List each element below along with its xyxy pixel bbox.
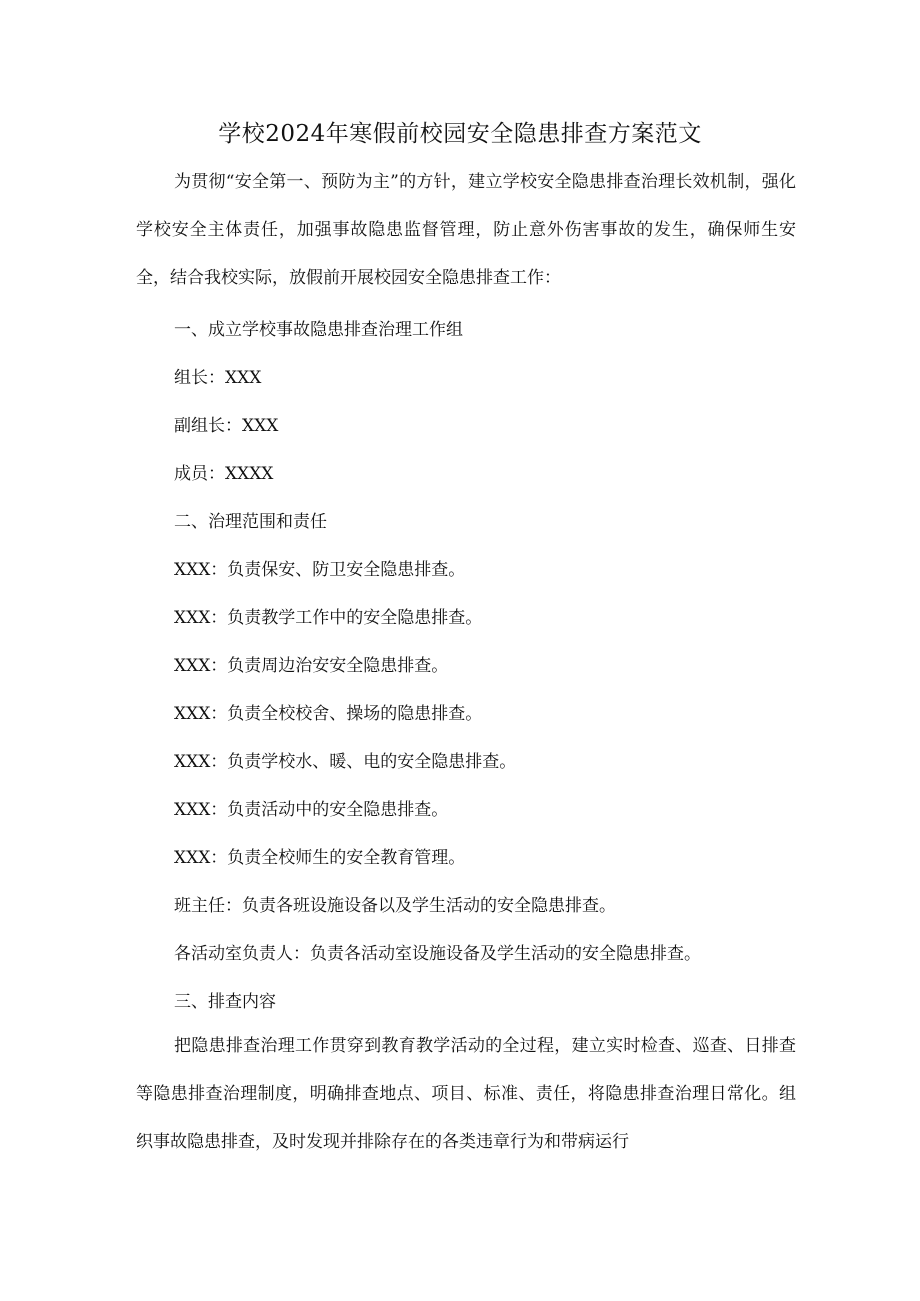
section1-heading: 一、成立学校事故隐患排查治理工作组 bbox=[174, 320, 463, 340]
team-members: 成员：XXXX bbox=[174, 464, 274, 484]
document-title: 学校2024年寒假前校园安全隐患排查方案范文 bbox=[218, 121, 702, 147]
section2-heading: 二、治理范围和责任 bbox=[174, 512, 327, 532]
section3-heading: 三、排查内容 bbox=[174, 992, 276, 1012]
responsibility-item: 各活动室负责人：负责各活动室设施设备及学生活动的安全隐患排查。 bbox=[174, 944, 701, 964]
responsibility-item: XXX：负责保安、防卫安全隐患排查。 bbox=[174, 560, 466, 580]
responsibility-item: XXX：负责全校师生的安全教育管理。 bbox=[174, 848, 466, 868]
responsibility-item: XXX：负责活动中的安全隐患排查。 bbox=[174, 800, 449, 820]
responsibility-item: XXX：负责教学工作中的安全隐患排查。 bbox=[174, 608, 483, 628]
responsibility-item: XXX：负责周边治安安全隐患排查。 bbox=[174, 656, 449, 676]
responsibility-item: XXX：负责学校水、暖、电的安全隐患排查。 bbox=[174, 752, 517, 772]
intro-paragraph: 为贯彻“安全第一、预防为主”的方针，建立学校安全隐患排查治理长效机制，强化学校安全主体责任，加强事故隐患监督管理，防止意外伤害事故的发生，确保师生安全，结合我校实际，放假前开展校园安全隐患排查工作： bbox=[136, 172, 796, 288]
deputy-leader: 副组长：XXX bbox=[174, 416, 279, 436]
responsibility-item: 班主任：负责各班设施设备以及学生活动的安全隐患排查。 bbox=[174, 896, 616, 916]
team-leader: 组长：XXX bbox=[174, 368, 262, 388]
section3-paragraph: 把隐患排查治理工作贯穿到教育教学活动的全过程，建立实时检查、巡查、日排查等隐患排查治理制度，明确排查地点、项目、标准、责任，将隐患排查治理日常化。组织事故隐患排查，及时发现并排除存在的各类违章行为和带病运行 bbox=[136, 1036, 796, 1152]
responsibility-item: XXX：负责全校校舍、操场的隐患排查。 bbox=[174, 704, 483, 724]
